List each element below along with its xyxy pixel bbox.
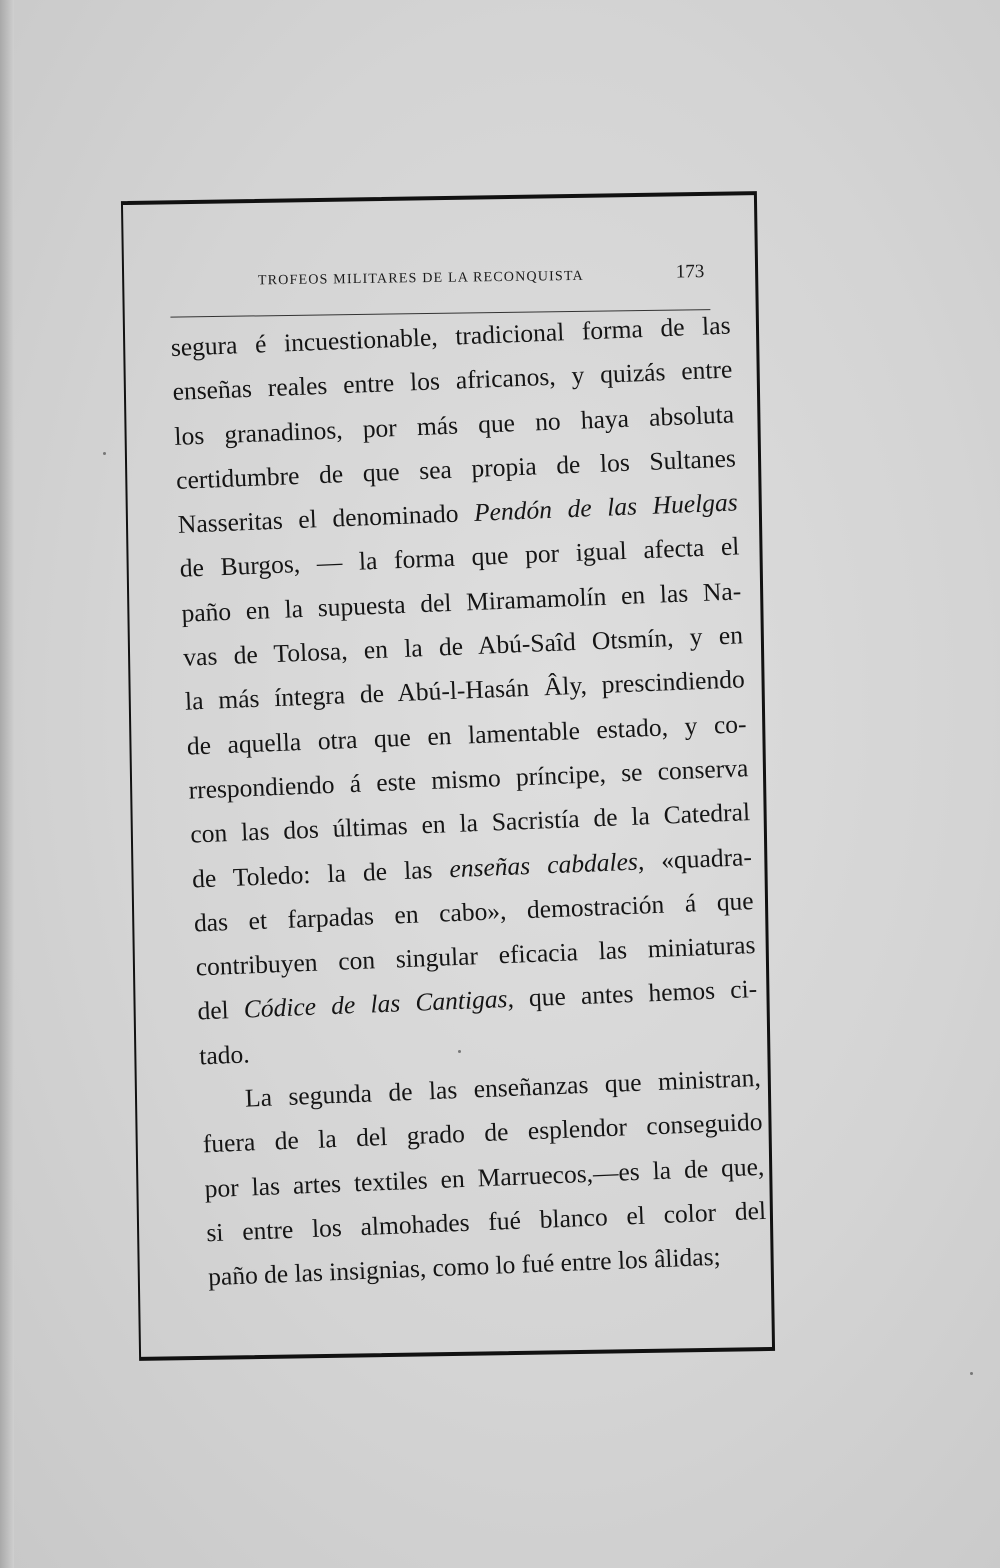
italic-title-text: Códice de las Cantigas, — [243, 984, 515, 1025]
page-number: 173 — [675, 261, 705, 283]
text-run: segura é incuestionable, tradicional forma de las — [170, 310, 731, 362]
text-run: los granadinos, por más que no haya absoluta — [173, 399, 735, 451]
text-run: paño de las insignias, como lo fué entre los âlidas; — [207, 1241, 722, 1292]
text-run: «quadra- — [643, 841, 753, 875]
print-speck — [103, 452, 106, 455]
text-run: si entre los almohades fué blanco el color del — [205, 1195, 767, 1248]
text-run: de Burgos, — la forma que por igual afecta el — [179, 531, 740, 584]
page-gutter-shadow — [0, 0, 14, 1568]
paragraph — [170, 304, 760, 1079]
text-run: la más íntegra de Abú-l-Hasán Âly, prescindiendo — [184, 664, 746, 717]
text-run: La segunda de las enseñanzas que ministran, — [244, 1062, 762, 1113]
text-run: de aquella otra que en lamentable estado, y co- — [186, 708, 747, 761]
text-run: contribuyen con singular eficacia las miniaturas — [195, 930, 756, 982]
print-speck — [458, 1050, 461, 1053]
running-title: TROFEOS MILITARES DE LA RECONQUISTA — [257, 268, 585, 289]
text-run: rrespondiendo á este mismo príncipe, se conserva — [188, 753, 749, 805]
text-run: fuera de la del grado de esplendor conseguido — [202, 1107, 763, 1159]
text-run: vas de Tolosa, en la de Abú-Saîd Otsmín, y en — [182, 620, 744, 672]
italic-title-text: Pendón de las Huelgas — [473, 487, 739, 528]
text-run: certidumbre de que sea propia de los Sultanes — [175, 443, 737, 495]
text-run: del — [196, 995, 245, 1026]
text-run: por las artes textiles en Marruecos,—es la de que, — [204, 1151, 765, 1203]
text-run: tado. — [198, 1039, 251, 1071]
paragraph — [200, 1056, 768, 1300]
body-text — [170, 304, 769, 1300]
italic-title-text: enseñas cabdales, — [448, 845, 645, 883]
text-run: enseñas reales entre los africanos, y quizás entre — [172, 354, 733, 407]
text-run: con las dos últimas en la Sacristía de la Catedral — [189, 797, 751, 849]
text-run: de Toledo: la de las — [191, 853, 450, 894]
text-run: Nasseritas el denominado — [177, 498, 475, 540]
text-run: paño en la supuesta del Miramamolín en las Na- — [180, 576, 742, 628]
text-run: que antes hemos ci- — [513, 974, 758, 1014]
print-speck — [970, 1372, 973, 1375]
text-run: das et farpadas en cabo», demostración á que — [193, 885, 755, 938]
